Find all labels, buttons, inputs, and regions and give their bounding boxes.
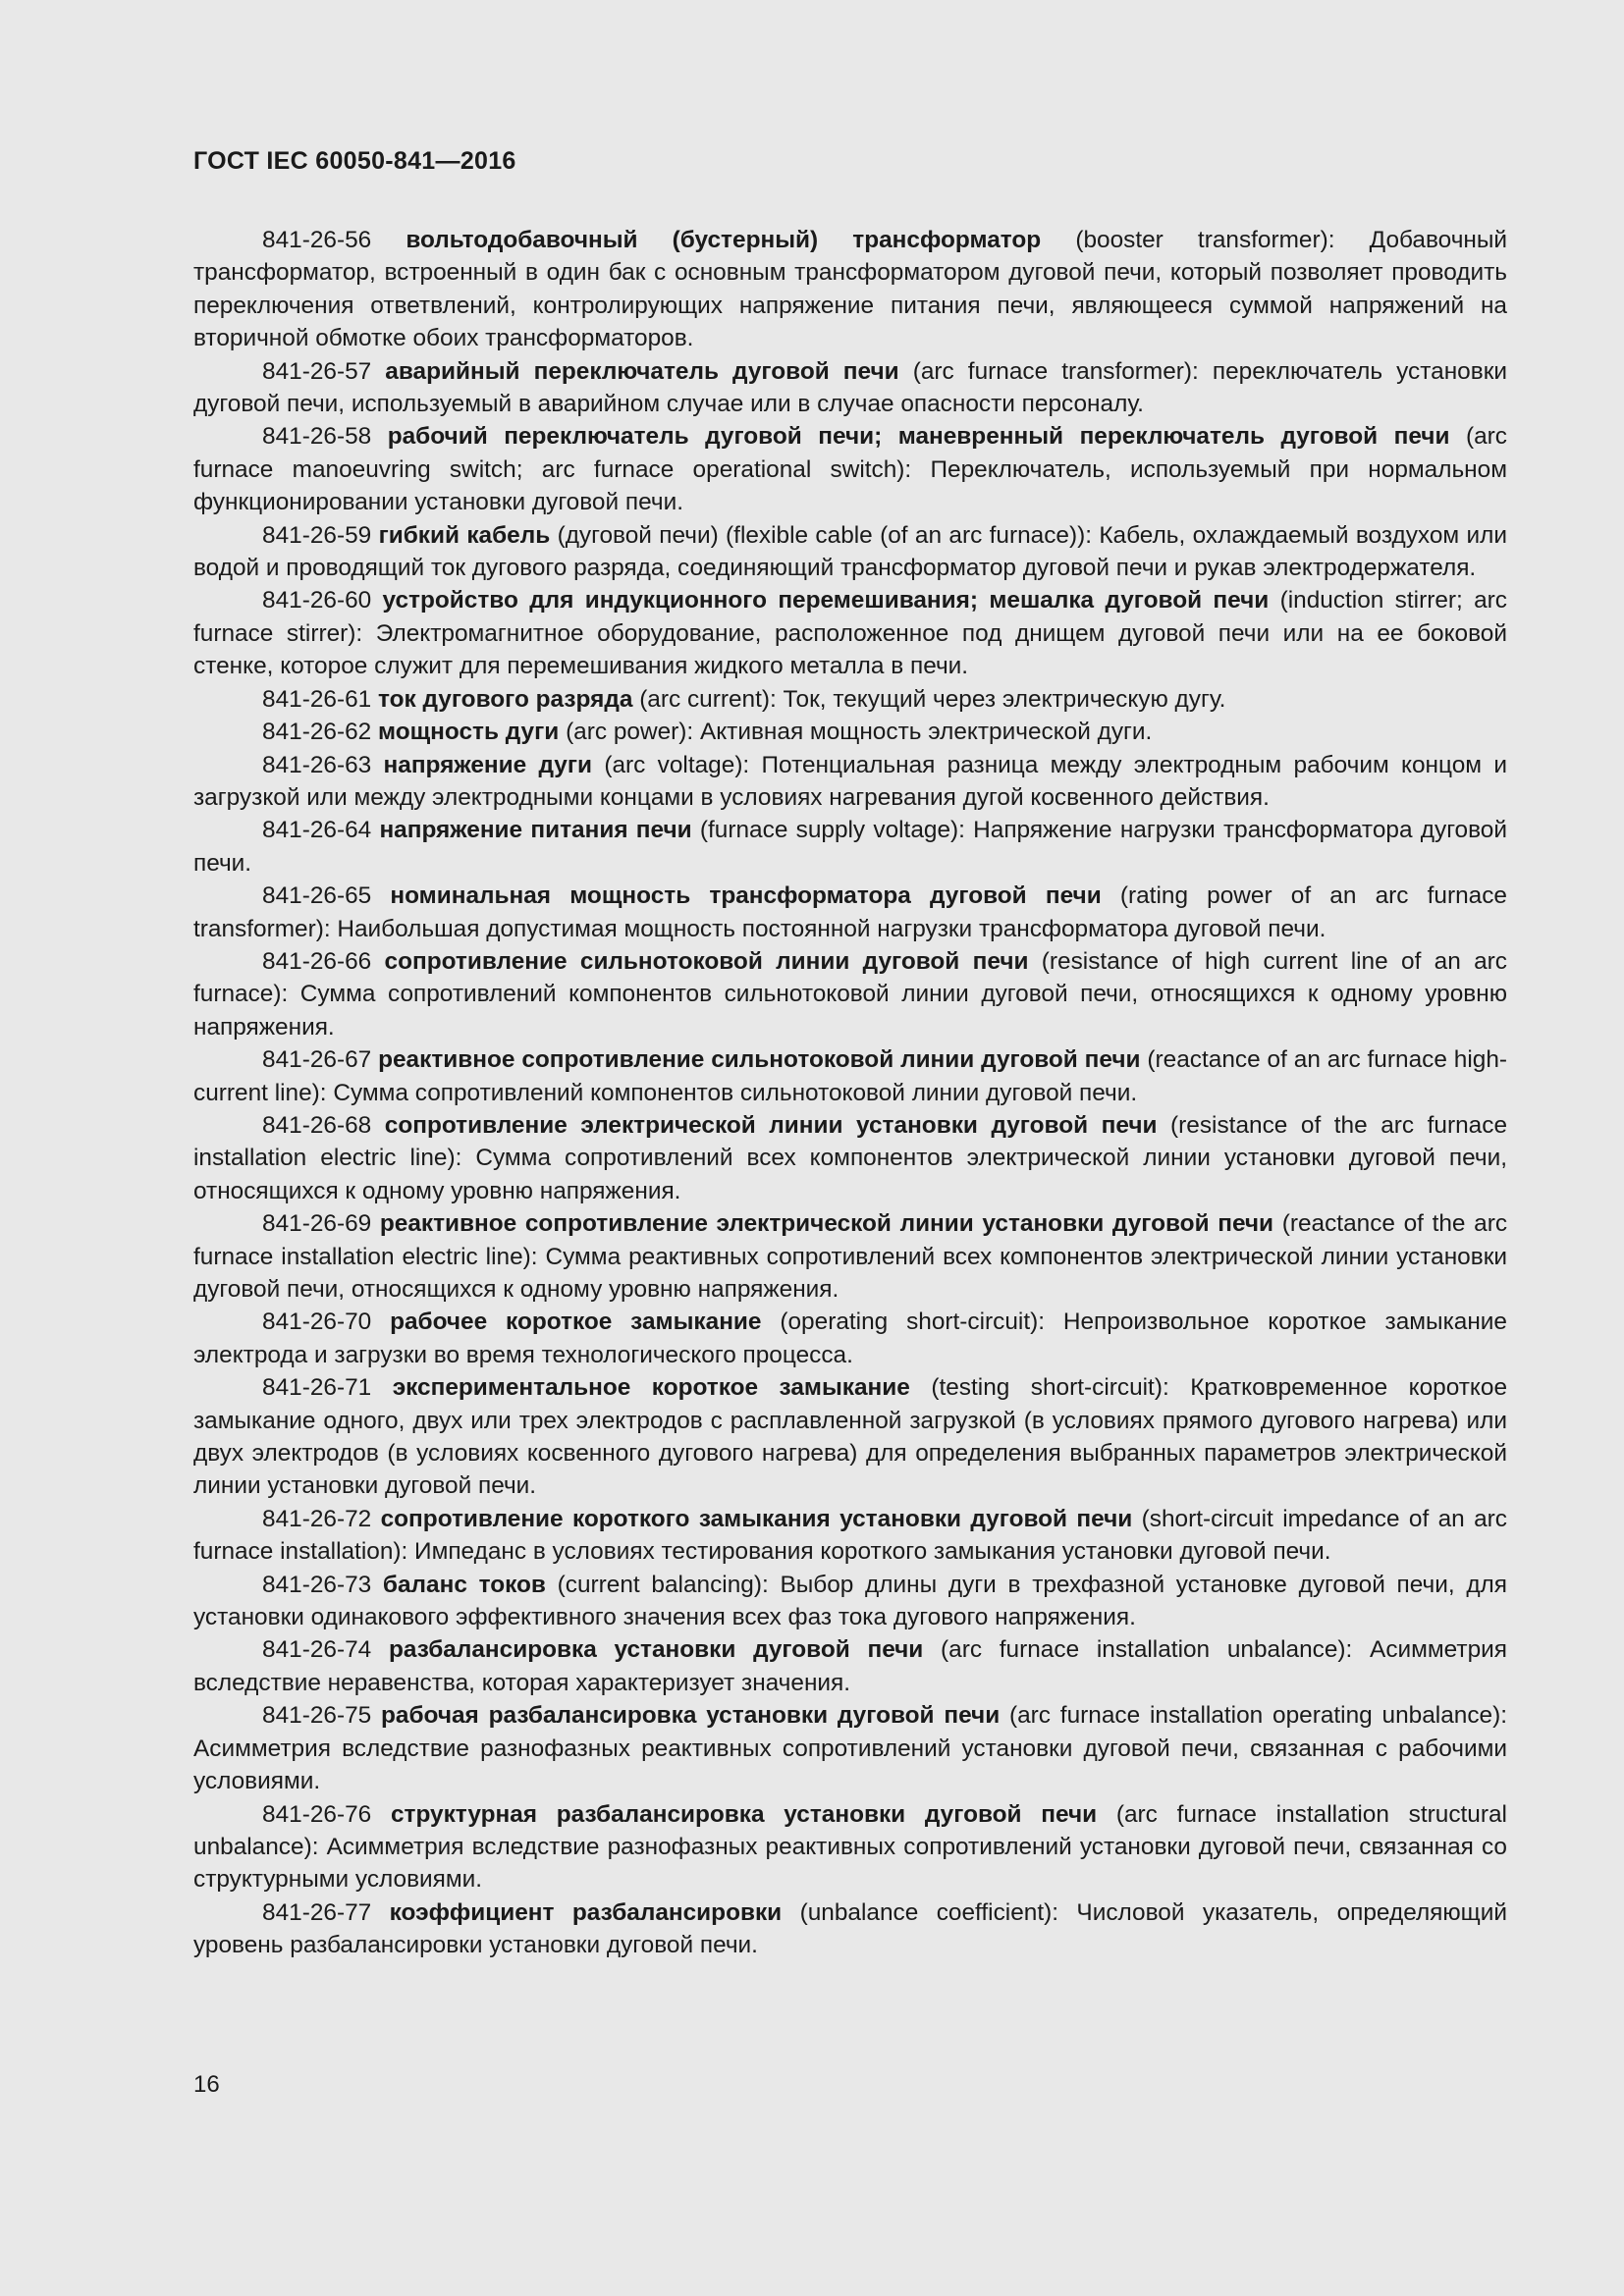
term-entry <box>193 1207 1507 1306</box>
entry-term: устройство для индукционного перемешивания; мешалка дуговой печи <box>382 587 1270 614</box>
entry-definition: (unbalance coefficient): Числовой указатель, определяющий уровень разбалансировки установки дуговой печи. <box>193 1898 1507 1959</box>
entry-number: 841-26-69 <box>262 1210 372 1238</box>
entry-number: 841-26-60 <box>262 587 372 614</box>
entry-definition: (arc furnace installation operating unbalance): Асимметрия вследствие разнофазных реактивных сопротивлений установки дуговой печи, связанная с рабочими условиями. <box>193 1702 1507 1795</box>
entry-term: реактивное сопротивление сильнотоковой линии дуговой печи <box>378 1046 1141 1074</box>
entry-definition: (arc voltage): Потенциальная разница между электродным рабочим концом и загрузкой или между электродными концами в условиях нагревания дугой косвенного действия. <box>193 751 1507 811</box>
entry-number: 841-26-61 <box>262 685 372 713</box>
entry-number: 841-26-68 <box>262 1111 372 1139</box>
term-entry <box>193 1798 1507 1896</box>
entry-definition: (reactance of the arc furnace installation electric line): Сумма реактивных сопротивлений всех компонентов электрической линии установки дуговой печи, относящихся к одному уровню напряжения. <box>193 1210 1508 1303</box>
term-entry <box>193 814 1507 880</box>
entry-number: 841-26-56 <box>262 227 372 253</box>
entry-number: 841-26-66 <box>262 947 372 975</box>
entry-definition: (дуговой печи) (flexible cable (of an arc furnace)): Кабель, охлаждаемый воздухом или водой и проводящий ток дугового разряда, соединяющий трансформатор дуговой печи и рукав электродержателя. <box>193 521 1507 582</box>
entry-term: рабочее короткое замыкание <box>390 1308 762 1336</box>
entry-definition: (operating short-circuit): Непроизвольное короткое замыкание электрода и загрузки во время технологического процесса. <box>193 1308 1508 1368</box>
entry-number: 841-26-75 <box>262 1702 372 1730</box>
term-entry <box>193 1109 1507 1207</box>
entry-number: 841-26-73 <box>262 1571 372 1598</box>
entry-number: 841-26-77 <box>262 1898 372 1926</box>
entry-definition: (reactance of an arc furnace high-current line): Сумма сопротивлений компонентов сильнотоковой линии дуговой печи. <box>193 1046 1508 1106</box>
entry-definition: (arc furnace transformer): переключатель установки дуговой печи, используемый в аварийном случае или в случае опасности персоналу. <box>193 357 1507 418</box>
entry-term: гибкий кабель <box>378 521 551 549</box>
entry-definition: (short-circuit impedance of an arc furnace installation): Импеданс в условиях тестирования короткого замыкания установки дуговой печи. <box>193 1505 1508 1566</box>
entry-number: 841-26-72 <box>262 1505 372 1532</box>
entry-definition: (resistance of high current line of an arc furnace): Сумма сопротивлений компонентов сильнотоковой линии дуговой печи, относящихся к одному уровню напряжения. <box>193 947 1507 1041</box>
entry-term: рабочая разбалансировка установки дуговой печи <box>381 1702 1001 1730</box>
entry-number: 841-26-64 <box>262 817 372 844</box>
entry-number: 841-26-67 <box>262 1046 372 1074</box>
entry-definition: (testing short-circuit): Кратковременное короткое замыкание одного, двух или трех электродов с расплавленной загрузкой (в условиях прямого дугового нагрева) или двух электродов (в условиях косвенного дугового нагрева) для определения выбранных параметров электрической линии установки дуговой печи. <box>193 1374 1508 1500</box>
term-entries <box>193 224 1507 1962</box>
term-entry <box>193 1043 1507 1109</box>
term-entry <box>193 224 1507 355</box>
term-entry <box>193 1371 1507 1503</box>
page-number: 16 <box>193 2071 220 2098</box>
entry-term: напряжение дуги <box>383 751 593 778</box>
entry-term: мощность дуги <box>377 719 560 746</box>
entry-definition: (arc furnace manoeuvring switch; arc furnace operational switch): Переключатель, используемый при нормальном функционировании установки дуговой печи. <box>193 423 1507 516</box>
entry-definition: (current balancing): Выбор длины дуги в трехфазной установке дуговой печи, для установки одинакового эффективного значения всех фаз тока дугового напряжения. <box>193 1571 1507 1631</box>
entry-term: разбалансировка установки дуговой печи <box>388 1636 924 1664</box>
term-entry <box>193 519 1507 585</box>
entry-definition: (arc current): Ток, текущий через электрическую дугу. <box>639 685 1226 713</box>
term-entry <box>193 1633 1507 1699</box>
term-entry <box>193 880 1507 945</box>
entry-term: напряжение питания печи <box>379 817 692 844</box>
entry-number: 841-26-71 <box>262 1374 372 1402</box>
entry-number: 841-26-57 <box>262 357 372 385</box>
entry-number: 841-26-63 <box>262 751 372 778</box>
entry-definition: (arc furnace installation structural unbalance): Асимметрия вследствие разнофазных реактивных сопротивлений установки дуговой печи, связанная со структурными условиями. <box>193 1800 1507 1894</box>
entry-definition: (arc furnace installation unbalance): Асимметрия вследствие неравенства, которая характеризует значения. <box>193 1636 1507 1696</box>
entry-term: реактивное сопротивление электрической линии установки дуговой печи <box>379 1210 1274 1238</box>
document-header: ГОСТ IEC 60050-841—2016 <box>193 147 516 175</box>
entry-term: экспериментальное короткое замыкание <box>392 1374 910 1402</box>
entry-term: аварийный переключатель дуговой печи <box>385 357 899 385</box>
entry-definition: (induction stirrer; arc furnace stirrer): Электромагнитное оборудование, расположенное под днищем дуговой печи или на ее боковой стенке, которое служит для перемешивания жидкого металла в печи. <box>193 587 1507 680</box>
term-entry <box>193 1569 1507 1634</box>
term-entry <box>193 584 1507 682</box>
entry-term: структурная разбалансировка установки дуговой печи <box>390 1800 1098 1828</box>
term-entry <box>193 355 1507 421</box>
term-entry <box>193 1503 1507 1569</box>
term-entry <box>193 716 1507 748</box>
entry-term: номинальная мощность трансформатора дуговой печи <box>390 882 1102 910</box>
entry-number: 841-26-74 <box>262 1636 372 1664</box>
entry-number: 841-26-76 <box>262 1800 372 1828</box>
entry-definition: (resistance of the arc furnace installation electric line): Сумма сопротивлений всех компонентов электрической линии установки дуговой печи, относящихся к одному уровню напряжения. <box>193 1111 1508 1204</box>
entry-term: вольтодобавочный (бустерный) трансформатор <box>406 227 1042 253</box>
entry-definition: (furnace supply voltage): Напряжение нагрузки трансформатора дуговой печи. <box>193 817 1507 877</box>
entry-term: ток дугового разряда <box>377 685 633 713</box>
term-entry <box>193 1896 1507 1962</box>
term-entry <box>193 683 1507 716</box>
term-entry <box>193 420 1507 518</box>
entry-definition: (arc power): Активная мощность электрической дуги. <box>566 719 1153 746</box>
entry-number: 841-26-70 <box>262 1308 372 1336</box>
entry-number: 841-26-65 <box>262 882 372 910</box>
entry-number: 841-26-62 <box>262 719 372 746</box>
term-entry <box>193 1699 1507 1797</box>
entry-term: сопротивление короткого замыкания установки дуговой печи <box>380 1505 1133 1532</box>
entry-number: 841-26-58 <box>262 423 372 451</box>
term-entry <box>193 1306 1507 1371</box>
entry-term: сопротивление сильнотоковой линии дуговой печи <box>384 947 1029 975</box>
entry-term: рабочий переключатель дуговой печи; маневренный переключатель дуговой печи <box>387 423 1450 451</box>
term-entry <box>193 749 1507 815</box>
entry-definition: (booster transformer): Добавочный трансформатор, встроенный в один бак с основным трансформатором дуговой печи, который позволяет проводить переключения ответвлений, контролирующих напряжение питания печи, являющееся суммой напряжений на вторичной обмотке обоих трансформаторов. <box>193 227 1508 352</box>
entry-term: баланс токов <box>382 1571 546 1598</box>
term-entry <box>193 945 1507 1043</box>
entry-definition: (rating power of an arc furnace transformer): Наибольшая допустимая мощность постоянной нагрузки трансформатора дуговой печи. <box>193 882 1507 942</box>
entry-number: 841-26-59 <box>262 521 372 549</box>
entry-term: сопротивление электрической линии установки дуговой печи <box>384 1111 1158 1139</box>
entry-term: коэффициент разбалансировки <box>389 1898 783 1926</box>
